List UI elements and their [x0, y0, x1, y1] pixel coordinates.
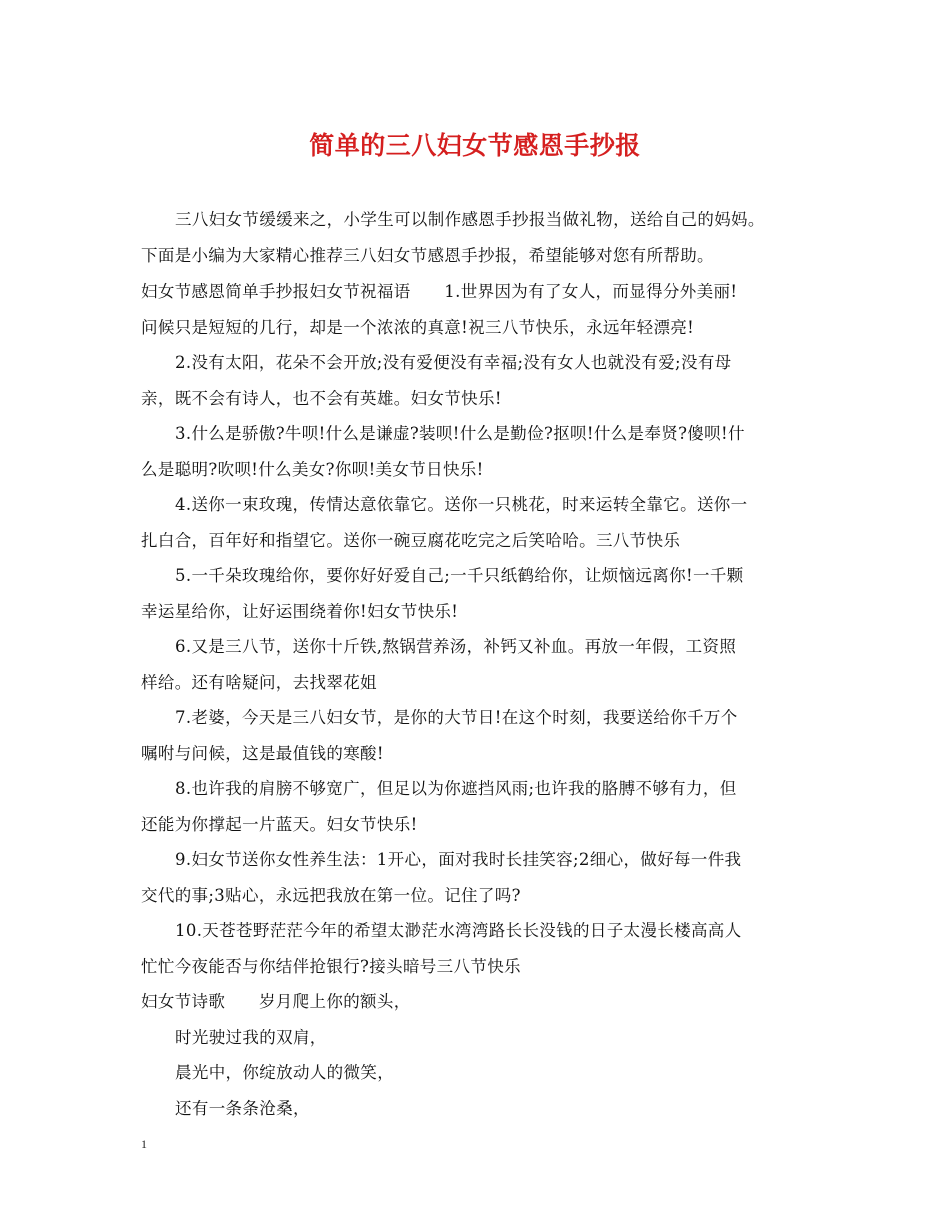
paragraph-line: 下面是小编为大家精心推荐三八妇女节感恩手抄报，希望能够对您有所帮助。 — [141, 246, 714, 265]
paragraph-line: 问候只是短短的几行，却是一个浓浓的真意!祝三八节快乐，永远年轻漂亮! — [141, 318, 695, 337]
paragraph-line: 还有一条条沧桑， — [175, 1099, 310, 1118]
paragraph-line: 交代的事;3贴心，永远把我放在第一位。记住了吗? — [141, 886, 521, 905]
paragraph-line: 忙忙今夜能否与你结伴抢银行?接头暗号三八节快乐 — [141, 957, 521, 976]
paragraph-line: 三八妇女节缓缓来之，小学生可以制作感恩手抄报当做礼物，送给自己的妈妈。 — [175, 210, 765, 229]
paragraph-line: 4.送你一束玫瑰，传情达意依靠它。送你一只桃花，时来运转全靠它。送你一 — [175, 495, 748, 514]
paragraph-line: 5.一千朵玫瑰给你，要你好好爱自己;一千只纸鹤给你，让烦恼远离你!一千颗 — [175, 566, 744, 585]
paragraph-line: 妇女节诗歌 岁月爬上你的额头， — [141, 992, 411, 1011]
paragraph-line: 扎白合，百年好和指望它。送你一碗豆腐花吃完之后笑哈哈。三八节快乐 — [141, 531, 681, 550]
paragraph-line: 10.天苍苍野茫茫今年的希望太渺茫水湾湾路长长没钱的日子太漫长楼高高人 — [175, 921, 742, 940]
paragraph-line: 6.又是三八节，送你十斤铁,熬锅营养汤，补钙又补血。再放一年假，工资照 — [175, 637, 737, 656]
paragraph-line: 亲，既不会有诗人，也不会有英雄。妇女节快乐! — [141, 389, 502, 408]
paragraph-line: 7.老婆，今天是三八妇女节，是你的大节日!在这个时刻，我要送给你千万个 — [175, 708, 738, 727]
document-title: 简单的三八妇女节感恩手抄报 — [309, 131, 641, 160]
paragraph-line: 2.没有太阳，花朵不会开放;没有爱便没有幸福;没有女人也就没有爱;没有母 — [175, 353, 732, 372]
paragraph-line: 样给。还有啥疑问，去找翠花姐 — [141, 673, 377, 692]
paragraph-line: 嘱咐与问候，这是最值钱的寒酸! — [141, 744, 384, 763]
paragraph-line: 8.也许我的肩膀不够宽广，但足以为你遮挡风雨;也许我的胳膊不够有力，但 — [175, 779, 737, 798]
paragraph-line: 晨光中，你绽放动人的微笑， — [175, 1063, 395, 1082]
paragraph-line: 时光驶过我的双肩， — [175, 1028, 327, 1047]
paragraph-line: 妇女节感恩简单手抄报妇女节祝福语 1.世界因为有了女人，而显得分外美丽! — [141, 282, 738, 301]
paragraph-line: 还能为你撑起一片蓝天。妇女节快乐! — [141, 815, 418, 834]
page-number: 1 — [141, 1137, 147, 1151]
paragraph-line: 么是聪明?吹呗!什么美女?你呗!美女节日快乐! — [141, 460, 484, 479]
paragraph-line: 3.什么是骄傲?牛呗!什么是谦虚?装呗!什么是勤俭?抠呗!什么是奉贤?傻呗!什 — [175, 424, 745, 443]
paragraph-line: 9.妇女节送你女性养生法：1开心，面对我时长挂笑容;2细心，做好每一件我 — [175, 850, 742, 869]
paragraph-line: 幸运星给你，让好运围绕着你!妇女节快乐! — [141, 602, 459, 621]
